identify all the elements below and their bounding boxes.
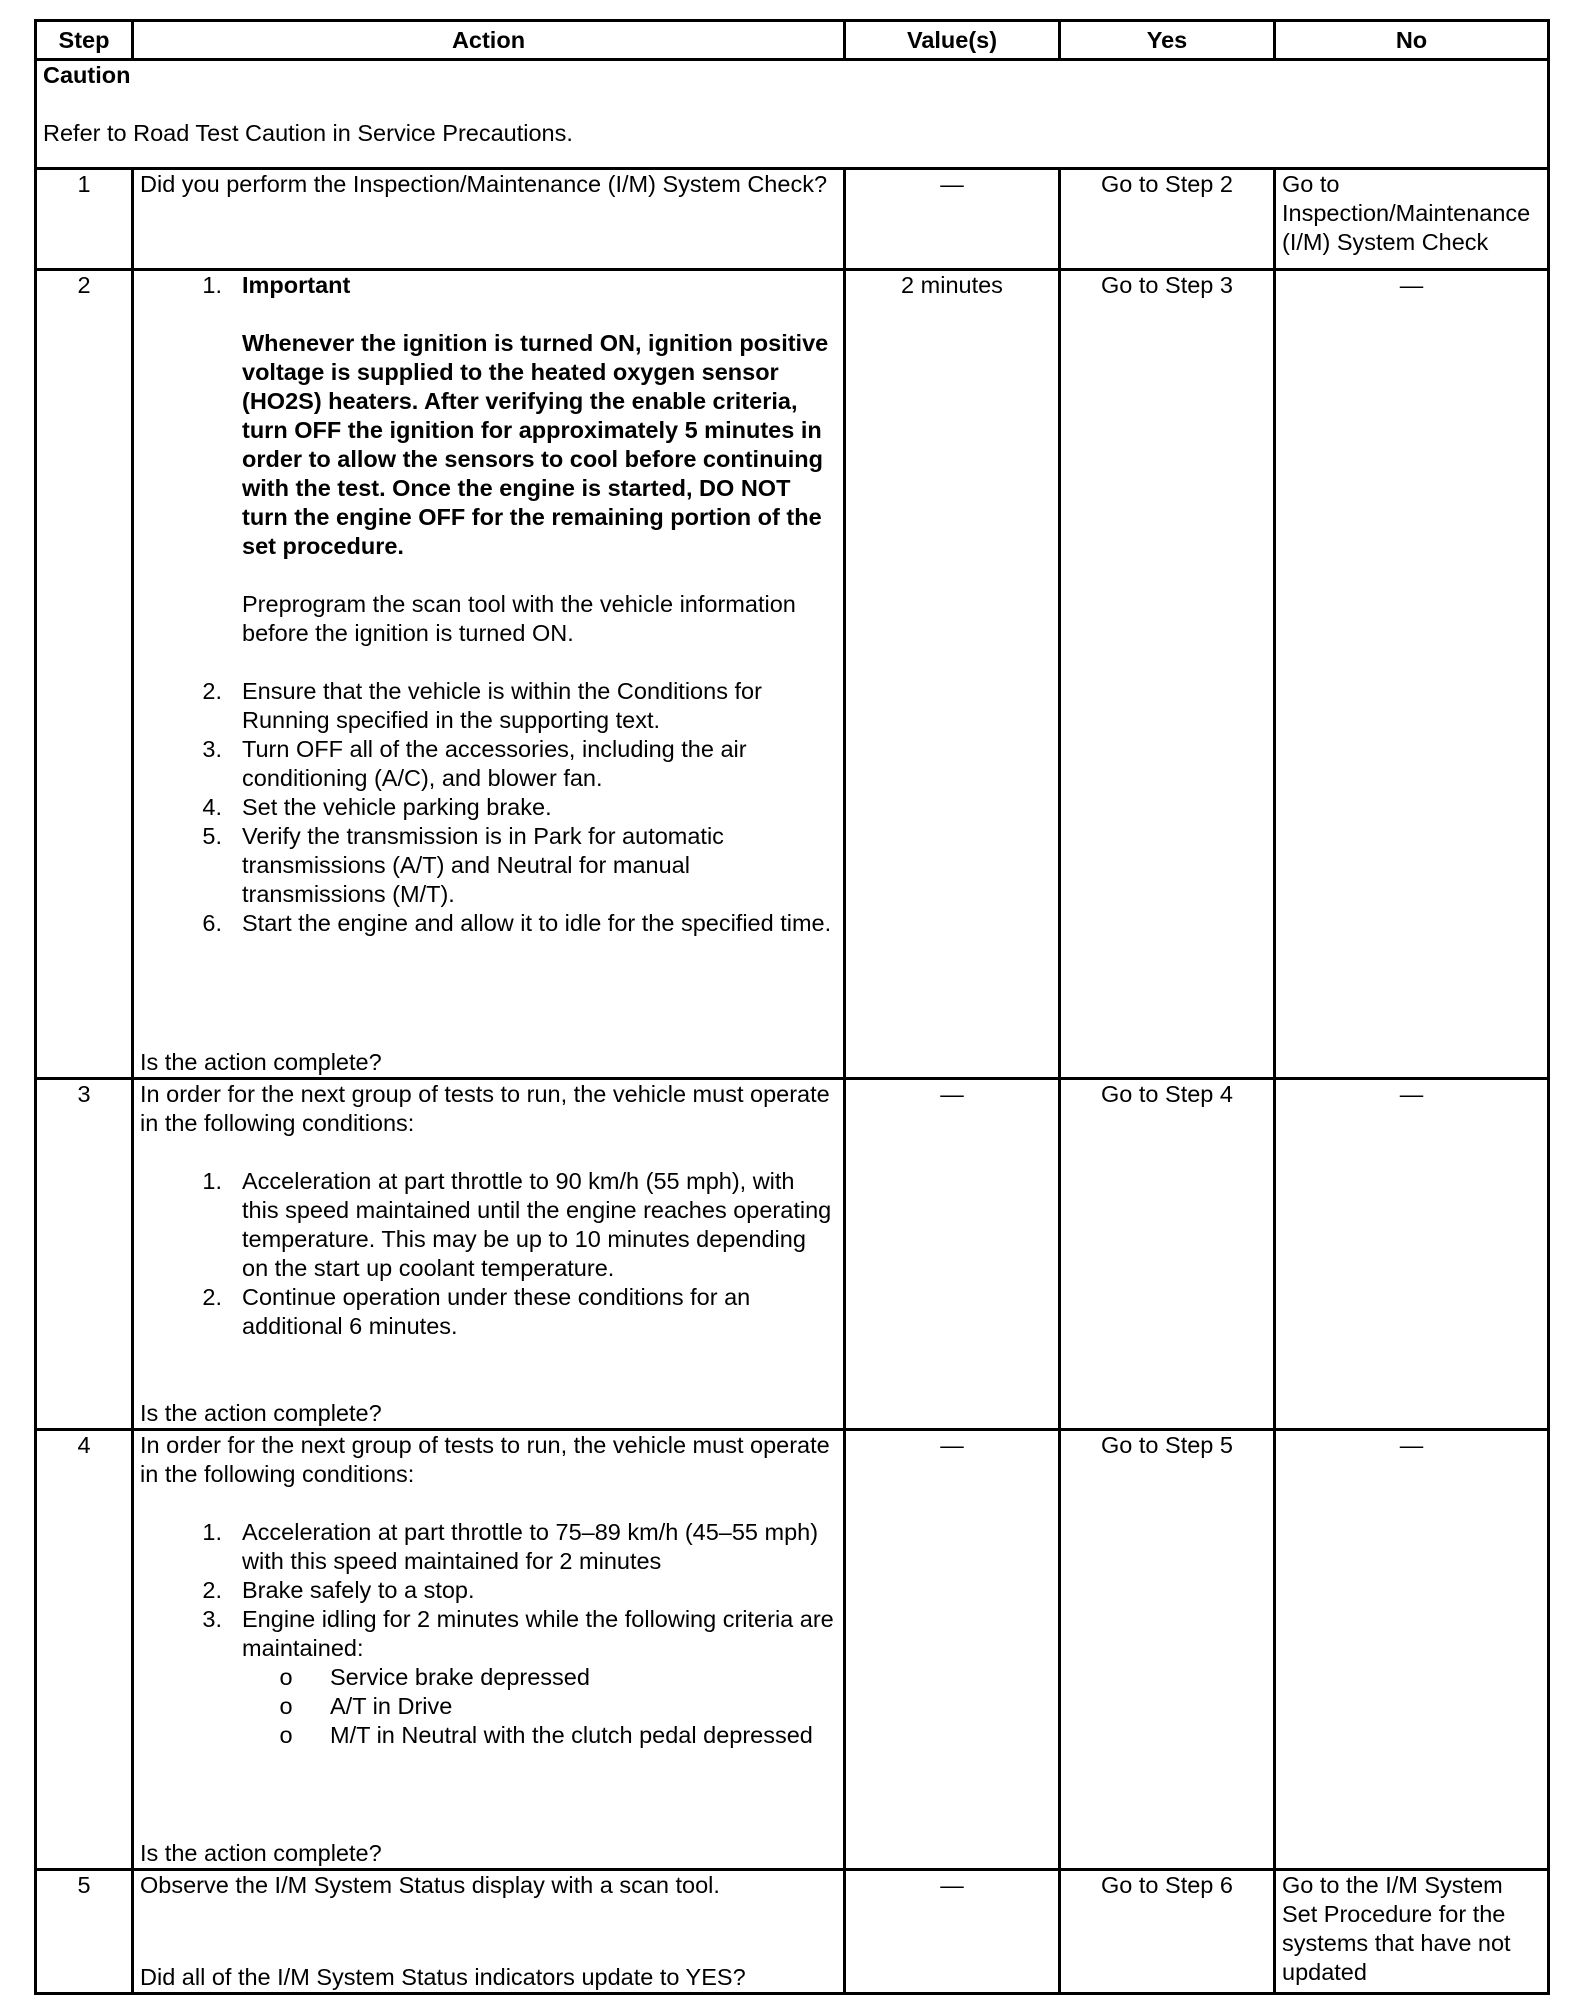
numbered-list [140,1167,837,1341]
bullet-mark: o [279,1693,293,1719]
value-cell: — [845,169,1060,270]
list-text: Ensure that the vehicle is within the Conditions for Running specified in the supporting text. [242,678,762,733]
numbered-list [140,1518,837,1663]
bullet-list [140,1663,837,1750]
no-cell: — [1275,1430,1549,1870]
bullet-mark: o [279,1664,293,1690]
list-number: 1. [202,1168,222,1194]
caution-title: Caution [43,62,131,88]
bullet-item [242,1663,837,1692]
list-text: Brake safely to a stop. [242,1577,475,1603]
list-text: Acceleration at part throttle to 90 km/h (55 mph), with this speed maintained until the engine reaches operating temperature. This may be up to 10 minutes depending on the start up coolant temperature. [242,1168,832,1281]
yes-link[interactable]: Go to Step 3 [1060,270,1275,1079]
action-cell [133,270,845,1079]
intro-text: Observe the I/M System Status display with a scan tool. [140,1872,720,1898]
action-cell [133,1079,845,1430]
list-number: 1. [202,1519,222,1545]
bullet-mark: o [279,1722,293,1748]
list-number: 2. [202,678,222,704]
list-number: 3. [202,736,222,762]
action-text: Did you perform the Inspection/Maintenance (I/M) System Check? [133,169,845,270]
table-row-step-4 [36,1430,1549,1870]
bullet-item [242,1721,837,1750]
list-item [140,793,837,822]
list-text: Continue operation under these conditions for an additional 6 minutes. [242,1284,751,1339]
step-number: 1 [36,169,133,270]
important-text: Whenever the ignition is turned ON, ignition positive voltage is supplied to the heated oxygen sensor (HO2S) heaters. After verifying the enable criteria, turn OFF the ignition for approximately 5 minutes in order to allow the sensors to cool before continuing with the test. Once the engine is started, DO NOT turn the engine OFF for the remaining portion of the set procedure. [242,330,829,559]
question-text: Is the action complete? [140,1049,382,1075]
bullet-item [242,1692,837,1721]
header-no: No [1275,21,1549,60]
header-step: Step [36,21,133,60]
list-item [140,677,837,735]
no-link[interactable]: Go to Inspection/Maintenance (I/M) System Check [1275,169,1549,270]
action-cell [133,1430,845,1870]
list-number: 3. [202,1606,222,1632]
table-row-step-5 [36,1870,1549,1994]
header-yes: Yes [1060,21,1275,60]
step-number: 5 [36,1870,133,1994]
list-text: Turn OFF all of the accessories, including the air conditioning (A/C), and blower fan. [242,736,747,791]
yes-link[interactable]: Go to Step 4 [1060,1079,1275,1430]
value-cell: — [845,1430,1060,1870]
no-cell: — [1275,1079,1549,1430]
list-item [140,1283,837,1341]
no-cell: — [1275,270,1549,1079]
bullet-text: Service brake depressed [330,1664,590,1690]
list-item [140,822,837,909]
caution-row [36,60,1549,169]
list-text: Engine idling for 2 minutes while the following criteria are maintained: [242,1606,834,1661]
table-row-step-1 [36,169,1549,270]
intro-text: In order for the next group of tests to run, the vehicle must operate in the following conditions: [140,1432,830,1487]
list-text: Start the engine and allow it to idle for the specified time. [242,910,832,936]
value-cell: — [845,1079,1060,1430]
header-row [36,21,1549,60]
list-item [140,1518,837,1576]
value-cell: — [845,1870,1060,1994]
question-text: Is the action complete? [140,1400,382,1426]
intro-text: In order for the next group of tests to run, the vehicle must operate in the following conditions: [140,1081,830,1136]
numbered-list [140,677,837,938]
list-item [140,1576,837,1605]
step-number: 4 [36,1430,133,1870]
list-item [140,1605,837,1663]
header-action: Action [133,21,845,60]
list-number: 1. [202,272,222,298]
list-item [140,735,837,793]
step-number: 2 [36,270,133,1079]
question-text: Is the action complete? [140,1840,382,1866]
list-item [140,909,837,938]
yes-link[interactable]: Go to Step 6 [1060,1870,1275,1994]
question-text: Did all of the I/M System Status indicators update to YES? [140,1964,746,1990]
list-number: 4. [202,794,222,820]
no-link[interactable]: Go to the I/M System Set Procedure for the systems that have not updated [1275,1870,1549,1994]
diagnostic-table [34,19,1550,1995]
list-number: 6. [202,910,222,936]
list-item [140,271,837,300]
list-number: 2. [202,1577,222,1603]
action-cell [133,1870,845,1994]
yes-link[interactable]: Go to Step 2 [1060,169,1275,270]
preprogram-text: Preprogram the scan tool with the vehicle information before the ignition is turned ON. [242,591,796,646]
list-number: 2. [202,1284,222,1310]
table-row-step-3 [36,1079,1549,1430]
caution-text: Refer to Road Test Caution in Service Precautions. [43,120,573,146]
list-text: Verify the transmission is in Park for automatic transmissions (A/T) and Neutral for manual transmissions (M/T). [242,823,724,907]
important-title: Important [242,272,351,298]
list-text: Acceleration at part throttle to 75–89 km/h (45–55 mph) with this speed maintained for 2 minutes [242,1519,819,1574]
list-number: 5. [202,823,222,849]
yes-link[interactable]: Go to Step 5 [1060,1430,1275,1870]
list-item [140,1167,837,1283]
header-values: Value(s) [845,21,1060,60]
table-row-step-2 [36,270,1549,1079]
value-cell: 2 minutes [845,270,1060,1079]
caution-cell [36,60,1549,169]
step-number: 3 [36,1079,133,1430]
bullet-text: M/T in Neutral with the clutch pedal depressed [330,1722,813,1748]
list-text: Set the vehicle parking brake. [242,794,552,820]
bullet-text: A/T in Drive [330,1693,453,1719]
